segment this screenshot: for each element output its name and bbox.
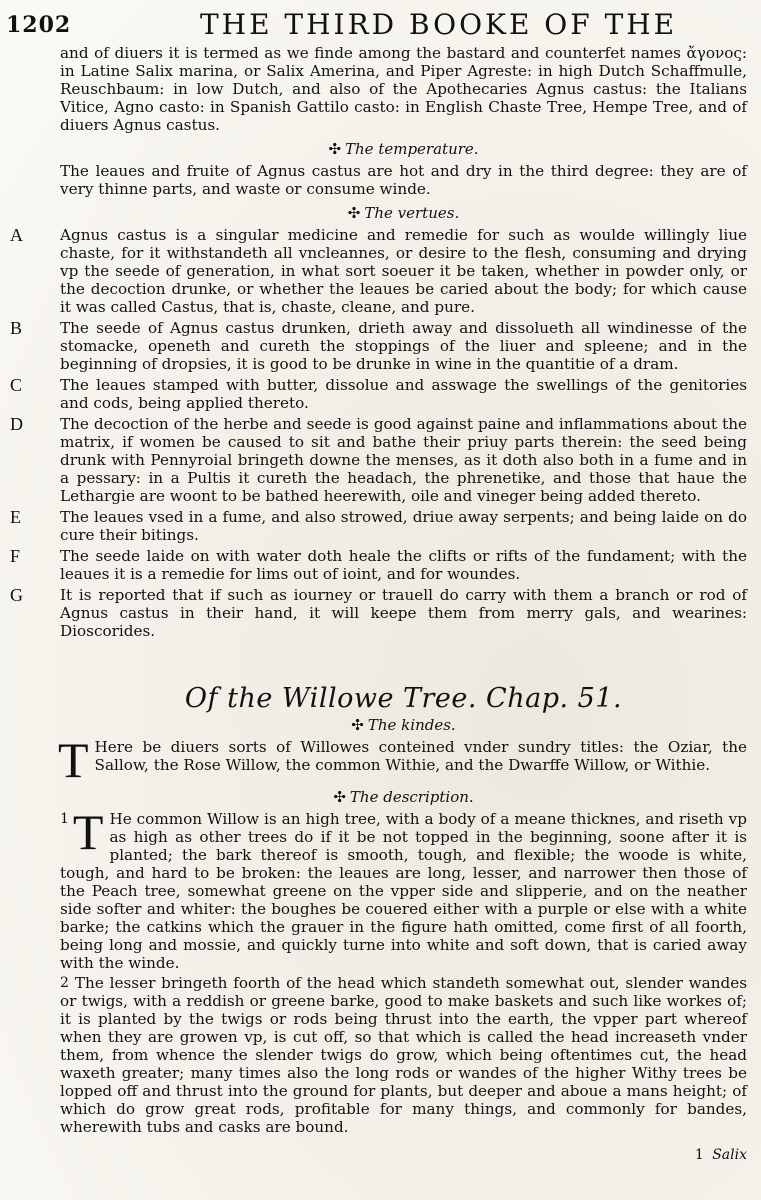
drop-cap: T <box>72 804 104 860</box>
chapter-title: Of the Willowe Tree. Chap. 51. <box>184 683 623 714</box>
kindes-block <box>58 732 747 788</box>
paragraph-number: 1 <box>60 811 69 827</box>
drop-cap: T <box>58 732 89 788</box>
vertue-text: It is reported that if such as iourney or trauell do carry with them a branch or rod of Agnus castus in their hand, it will keepe them from merry gals, and wearines: Dioscorides. <box>60 586 747 640</box>
vertue-text: Agnus castus is a singular medicine and remedie for such as woulde willingly liue chaste, for it withstandeth all vncleannes, or desire to the flesh, consuming and drying vp the seede of generation, in what sort soeuer it be taken, whether in powder only, or the decoction drunke, or whether the leaues be caried about the body; for which cause it was called Castus, that is, chaste, cleane, and pure. <box>60 226 747 316</box>
vertue-item <box>10 225 747 316</box>
fleuron-icon: ✣ <box>328 140 342 158</box>
vertue-letter: F <box>10 546 21 566</box>
description-paragraph-1 <box>60 804 747 972</box>
vertue-text: The decoction of the herbe and seede is good against paine and inflammations about the matrix, if women be caused to sit and bathe their priuy parts therein: the seed being drunk with Pennyroial bringeth downe the menses, as it doth also both in a fume and in a pessary: in a Pultis it cureth the headach, the phrenetike, and those that haue the Lethargie are woont to be bathed heerewith, oile and vineger being added thereto. <box>60 415 747 505</box>
body-text <box>10 44 747 1164</box>
vertue-letter: G <box>10 585 23 605</box>
paragraph-number: 2 <box>60 975 69 991</box>
kindes-heading: ✣ The kindes. <box>351 716 456 734</box>
vertue-item <box>10 318 747 373</box>
running-head <box>0 6 761 42</box>
vertue-item <box>10 585 747 640</box>
vertue-text: The leaues stamped with butter, dissolue and asswage the swellings of the genitories and cods, being applied thereto. <box>60 376 747 412</box>
fleuron-icon: ✣ <box>347 204 361 222</box>
vertue-item <box>10 414 747 505</box>
vertue-letter: B <box>10 318 23 338</box>
description-heading: ✣ The description. <box>333 788 474 806</box>
description-text-1: He common Willow is an high tree, with a body of a meane thicknes, and riseth vp as high as other trees do if it be not topped in the beginning, soone after it is planted; the bark thereof is smooth, tough, and flexible; the woode is white, tough, and hard to be broken: the leaues are long, lesser, and narrower then those of the Peach tree, somewhat greene on the vpper side and slipperie, and on the neather side softer and whiter: the boughes be couered either with a purple or else with a white barke; the catkins which the grauer in the figure hath omitted, come first of all foorth, being long and mossie, and quickly turne into white and soft down, that is caried away with the winde. <box>60 810 747 972</box>
vertue-letter: D <box>10 414 23 434</box>
vertue-text: The leaues vsed in a fume, and also strowed, driue away serpents; and being laide on do cure their bitings. <box>60 508 747 544</box>
vertue-letter: C <box>10 375 23 395</box>
catchword-word: Salix <box>712 1147 747 1163</box>
fleuron-icon: ✣ <box>351 716 364 734</box>
vertue-text: The seede of Agnus castus drunken, drieth away and dissolueth all windinesse of the stomacke, openeth and cureth the stoppings of the liuer and spleene; and in the beginning of dropsies, it is good to be drunke in wine in the quantitie of a dram. <box>60 319 747 373</box>
description-paragraph-2 <box>60 974 747 1136</box>
description-text-2: The lesser bringeth foorth of the head which standeth somewhat out, slender wandes or twigs, with a reddish or greene barke, good to make baskets and such like workes of; it is planted by the twigs or rods being thrust into the earth, the vpper part whereof when they are growen vp, is cut off, so that which is called the head increaseth vnder them, from whence the slender twigs do grow, which being oftentimes cut, the head waxeth greater; many times also the long rods or wandes of the higher Withy trees be lopped off and thrust into the ground for plants, but deeper and aboue a mans height; of which do grow great rods, profitable for many things, and commonly for bandes, wherewith tubs and casks are bound. <box>60 974 747 1136</box>
vertue-text: The seede laide on with water doth heale the clifts or rifts of the fundament; with the leaues it is a remedie for lims out of ioint, and for woundes. <box>60 547 747 583</box>
vertue-letter: A <box>10 225 23 245</box>
vertue-item <box>10 507 747 544</box>
vertues-heading: ✣ The vertues. <box>347 204 460 222</box>
running-title: THE THIRD BOOKE OF THE <box>200 8 678 41</box>
vertue-item <box>10 375 747 412</box>
fleuron-icon: ✣ <box>333 788 346 806</box>
vertue-item <box>10 546 747 583</box>
vertue-letter: E <box>10 507 21 527</box>
kindes-text: Here be diuers sorts of Willowes conteined vnder sundry titles: the Oziar, the Sallow, the Rose Willow, the common Withie, and the Dwarffe Willow, or Withie. <box>94 738 747 774</box>
temperature-text: The leaues and fruite of Agnus castus are hot and dry in the third degree: they are of very thinne parts, and waste or consume winde. <box>60 162 747 198</box>
temperature-heading: ✣ The temperature. <box>328 140 479 158</box>
catchword <box>60 1146 747 1164</box>
names-paragraph: and of diuers it is termed as we finde among the bastard and counterfet names ἄγονος: in Latine Salix marina, or Salix Amerina, and Piper Agreste: in high Dutch Schaffmulle, Reuschbaum: in low Dutch, and also of the Apothecaries Agnus castus: the Italians Vitice, Agno casto: in Spanish Gattilo casto: in English Chaste Tree, Hempe Tree, and of diuers Agnus castus. <box>60 44 747 134</box>
page-number: 1202 <box>6 12 72 38</box>
catchword-number: 1 <box>694 1147 704 1163</box>
